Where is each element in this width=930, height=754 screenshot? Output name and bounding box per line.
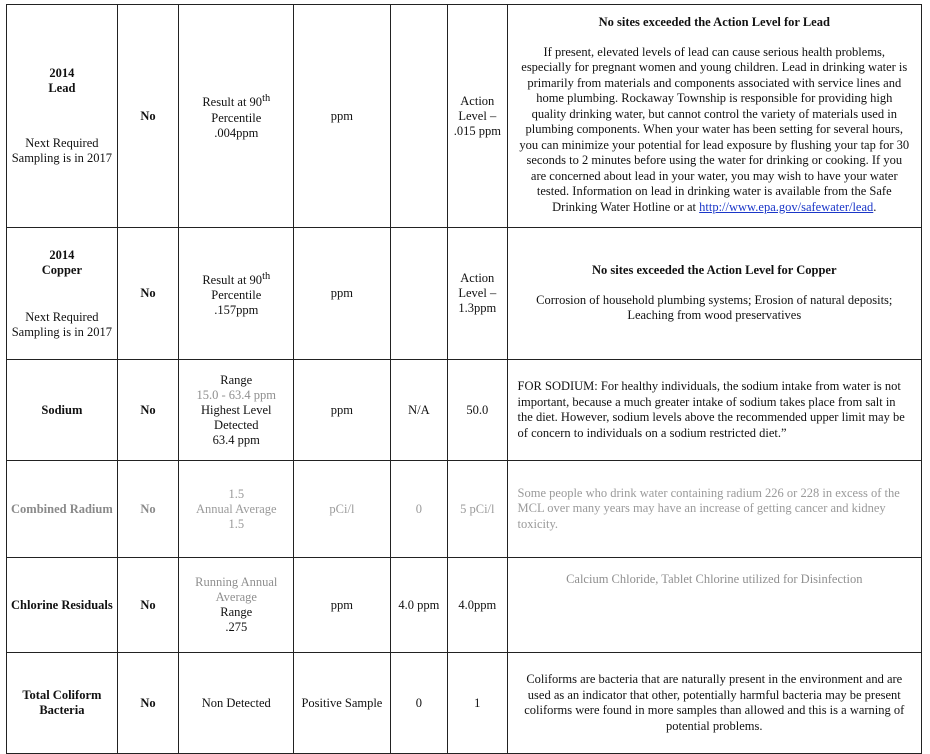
superscript: th [262, 93, 271, 105]
next-sampling-note: Next Required Sampling is in 2017 [11, 136, 113, 165]
mclg-cell [390, 5, 447, 228]
level-line: .275 [225, 620, 248, 634]
table-row [7, 360, 922, 461]
level-detected-cell: Non Detected [179, 653, 294, 754]
mcl-line: Action Level – [458, 271, 497, 300]
unit-cell: ppm [294, 360, 390, 461]
mcl-cell [448, 5, 507, 228]
contaminant-cell [7, 228, 118, 360]
superscript: th [262, 270, 271, 282]
description-cell [507, 360, 921, 461]
mcl-line: 1.3ppm [458, 301, 497, 315]
level-line: Percentile [211, 110, 262, 125]
unit-cell: Positive Sample [294, 653, 390, 754]
contaminant-cell [7, 5, 118, 228]
contaminant-name: Copper [41, 262, 83, 277]
violation-cell: No [117, 461, 179, 558]
contaminant-cell: Chlorine Residuals [7, 558, 118, 653]
mclg-cell [390, 228, 447, 360]
level-line: .157ppm [214, 303, 259, 318]
mclg-cell: 0 [390, 653, 447, 754]
level-line: 1.5 [228, 516, 245, 531]
contaminant-cell: Combined Radium [7, 461, 118, 558]
mcl-cell [448, 228, 507, 360]
unit-cell: ppm [294, 228, 390, 360]
level-detected-cell [179, 558, 294, 653]
contaminant-cell: Sodium [7, 360, 118, 461]
description-text: Corrosion of household plumbing systems; Erosion of natural deposits; Leaching from wood preservatives [536, 292, 893, 323]
unit-cell: ppm [294, 5, 390, 228]
level-line: .004ppm [214, 125, 259, 140]
mcl-line: Action Level – [458, 93, 497, 123]
level-line: Result at 90 [202, 95, 263, 110]
level-line: 63.4 ppm [212, 432, 260, 447]
level-line: 1.5 [228, 486, 245, 501]
level-detected-cell [179, 228, 294, 360]
description-text: Coliforms are bacteria that are naturally present in the environment and are used as an indicator that other, potentially harmful bacteria may be present coliforms were found in more samples than allowed and this is a warning of potential problems. [524, 672, 905, 733]
level-line: Range [220, 372, 253, 387]
level-line: Result at 90 [202, 273, 263, 288]
contaminant-name: Lead [48, 81, 76, 95]
description-text: If present, elevated levels of lead can cause serious health problems, especially for pregnant women and young children. Lead in drinking water is primarily from materials and components associated with service lines and home plumbing. Rockaway Township is responsible for providing high quality drinking water, but cannot control the variety of materials used in plumbing components. When your water has been setting for several hours, you can minimize your potential for lead exposure by flushing your tap for 30 seconds to 2 minutes before using the water for drinking or cooking. If you are concerned about lead in your water, you may wish to have your water tested. Information on lead in drinking water is available from the Safe Drinking Water Hotline or at [519, 44, 910, 214]
water-quality-table [6, 4, 922, 754]
mcl-cell: 50.0 [448, 360, 507, 461]
mcl-cell: 5 pCi/l [448, 461, 507, 558]
table-row [7, 653, 922, 754]
description-cell [507, 461, 921, 558]
level-line: 15.0 - 63.4 ppm [196, 387, 277, 402]
table-row [7, 558, 922, 653]
description-text: Some people who drink water containing radium 226 or 228 in excess of the MCL over many years may have an increase of getting cancer and kidney toxicity. [517, 485, 900, 531]
next-sampling-note: Next Required Sampling is in 2017 [11, 309, 113, 339]
level-line: Percentile [211, 288, 262, 303]
description-cell [507, 5, 921, 228]
level-detected-cell [179, 360, 294, 461]
violation-cell: No [117, 360, 179, 461]
level-line: Range [220, 605, 253, 619]
table-row [7, 228, 922, 360]
unit-cell: pCi/l [294, 461, 390, 558]
violation-cell: No [117, 5, 179, 228]
mcl-cell: 1 [448, 653, 507, 754]
level-line: Annual Average [195, 501, 277, 516]
contaminant-year: 2014 [49, 247, 75, 262]
mclg-cell: 4.0 ppm [390, 558, 447, 653]
violation-cell: No [117, 558, 179, 653]
mcl-line: .015 ppm [453, 123, 501, 138]
level-detected-cell [179, 5, 294, 228]
mcl-cell: 4.0ppm [448, 558, 507, 653]
mclg-cell: N/A [390, 360, 447, 461]
description-end: . [873, 199, 877, 214]
table-row [7, 5, 922, 228]
description-text: FOR SODIUM: For healthy individuals, the sodium intake from water is not important, because a much greater intake of sodium takes place from salt in the diet. However, sodium levels above the recommended upper limit may be of concern to individuals on a sodium restricted diet.” [517, 379, 905, 440]
unit-cell: ppm [294, 558, 390, 653]
level-detected-cell [179, 461, 294, 558]
level-line: Running Annual Average [195, 575, 278, 604]
description-text: Calcium Chloride, Tablet Chlorine utilized for Disinfection [566, 572, 863, 586]
description-cell [507, 228, 921, 360]
description-cell [507, 653, 921, 754]
description-cell [507, 558, 921, 653]
contaminant-cell: Total Coliform Bacteria [7, 653, 118, 754]
level-line: Highest Level Detected [201, 402, 272, 432]
mclg-cell: 0 [390, 461, 447, 558]
description-title: No sites exceeded the Action Level for Copper [592, 263, 837, 278]
violation-cell: No [117, 228, 179, 360]
description-title: No sites exceeded the Action Level for Lead [598, 15, 830, 29]
epa-link[interactable]: http://www.epa.gov/safewater/lead [699, 199, 874, 214]
table-row [7, 461, 922, 558]
violation-cell: No [117, 653, 179, 754]
contaminant-year: 2014 [49, 66, 75, 80]
